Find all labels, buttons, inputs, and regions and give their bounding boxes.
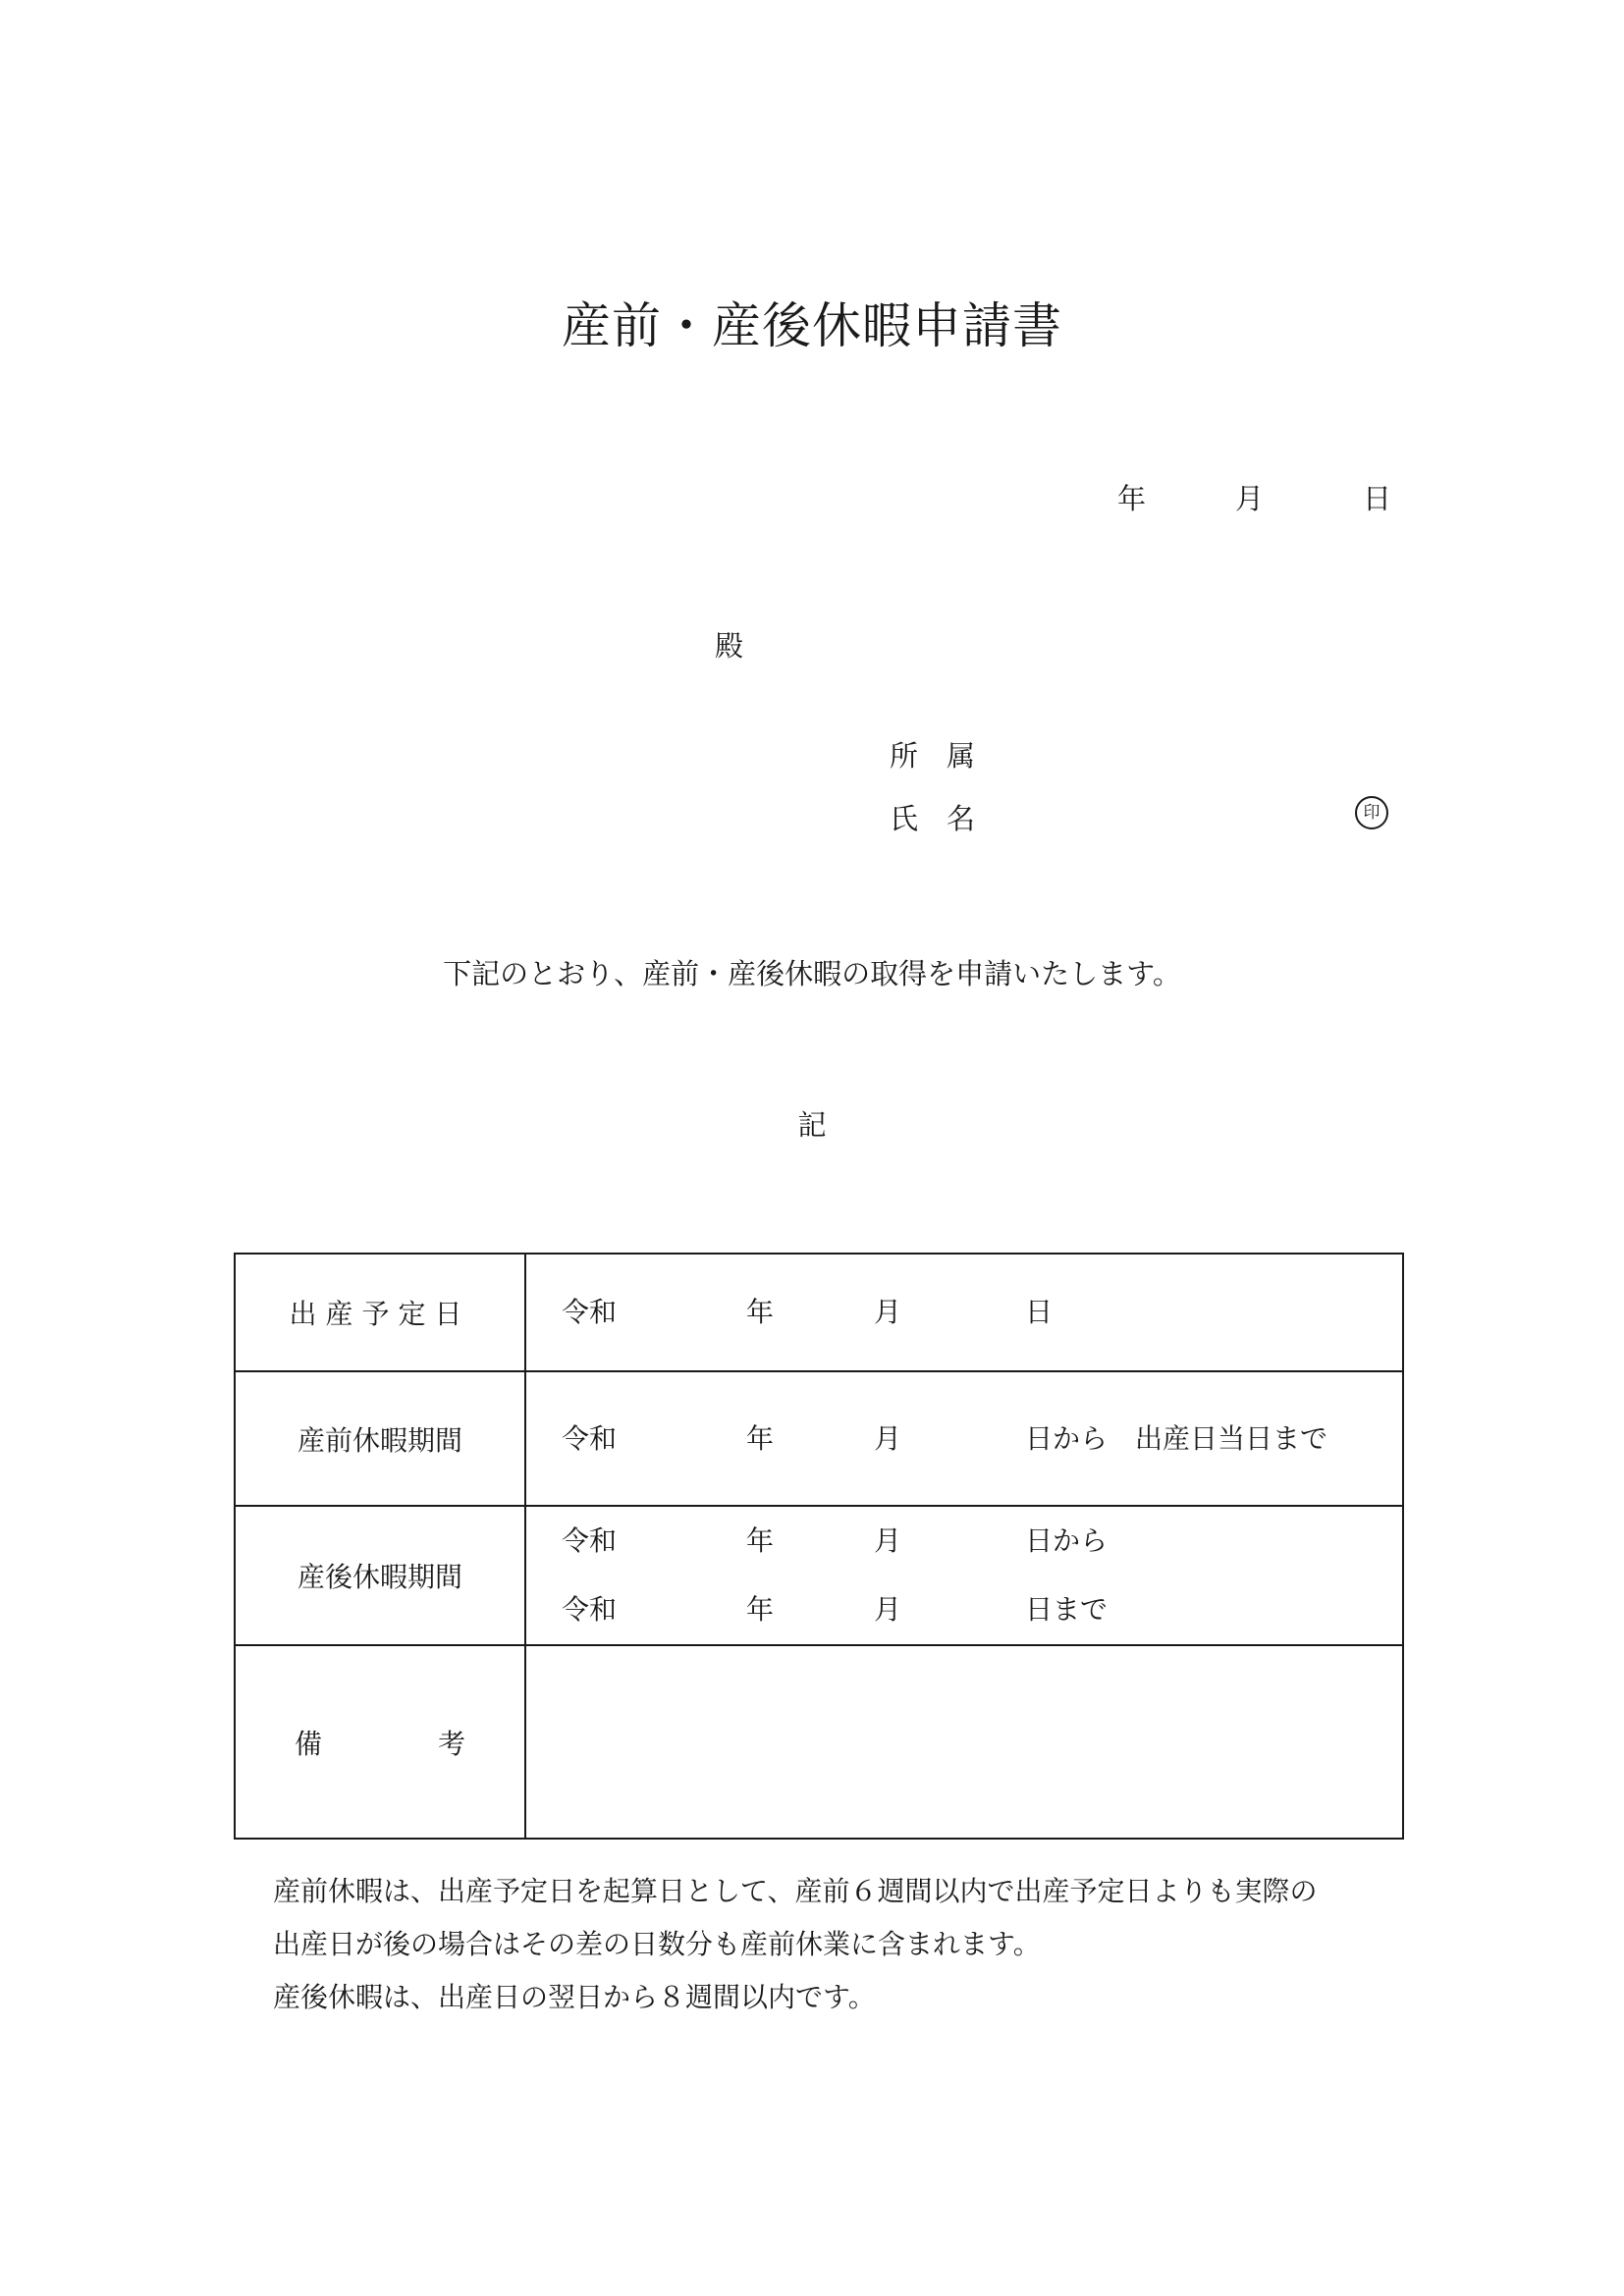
era-label: 令和 (562, 1593, 618, 1627)
year-label: 年 (746, 1296, 775, 1329)
year-label: 年 (746, 1593, 775, 1627)
name-label: 氏 名 (890, 802, 976, 835)
remarks-cell (525, 1645, 1403, 1839)
application-statement: 下記のとおり、産前・産後休暇の取得を申請いたします。 (443, 957, 1181, 990)
month-label: 月 (874, 1296, 902, 1329)
date-line (526, 1522, 1402, 1561)
month-label: 月 (874, 1593, 902, 1627)
note-line: 出産日が後の場合はその差の日数分も産前休業に含まれます。 (273, 1928, 1041, 1960)
affiliation-label: 所 属 (890, 739, 976, 773)
table-row (235, 1506, 1403, 1645)
day-label: 日 (1025, 1296, 1054, 1329)
day-range-label: 日から 出産日当日まで (1025, 1421, 1328, 1455)
table-row (235, 1371, 1403, 1505)
day-from-label: 日から (1025, 1524, 1109, 1558)
notes-block (273, 1865, 1317, 2024)
record-marker: 記 (797, 1108, 827, 1142)
row-label: 出産予定日 (289, 1298, 471, 1331)
day-until-label: 日まで (1025, 1593, 1109, 1627)
date-year-label: 年 (1117, 482, 1147, 515)
note-line: 産前休暇は、出産予定日を起算日として、産前６週間以内で出産予定日よりも実際の (273, 1875, 1318, 1907)
date-line (526, 1293, 1402, 1332)
date-line (526, 1419, 1402, 1459)
year-label: 年 (746, 1421, 775, 1455)
row-label-cell (235, 1506, 525, 1645)
row-label-cell (235, 1645, 525, 1839)
table-row (235, 1645, 1403, 1839)
date-day-label: 日 (1363, 482, 1392, 515)
row-label-cell (235, 1254, 525, 1371)
era-label: 令和 (562, 1296, 618, 1329)
date-line (526, 1590, 1402, 1629)
table-row (235, 1254, 1403, 1371)
prenatal-period-cell (525, 1371, 1403, 1505)
note-line: 産後休暇は、出産日の翌日から８週間以内です。 (273, 1981, 876, 2013)
row-label: 備考 (295, 1727, 465, 1760)
month-label: 月 (874, 1421, 902, 1455)
postnatal-period-cell (525, 1506, 1403, 1645)
document-title: 産前・産後休暇申請書 (562, 297, 1062, 354)
era-label: 令和 (562, 1524, 618, 1558)
row-label: 産前休暇期間 (297, 1423, 462, 1457)
row-label-cell (235, 1371, 525, 1505)
year-label: 年 (746, 1524, 775, 1558)
addressee-suffix: 殿 (715, 629, 744, 663)
era-label: 令和 (562, 1421, 618, 1455)
date-month-label: 月 (1235, 482, 1265, 515)
leave-details-table (234, 1253, 1404, 1840)
seal-mark: 印 (1355, 796, 1388, 829)
month-label: 月 (874, 1524, 902, 1558)
due-date-cell (525, 1254, 1403, 1371)
row-label: 産後休暇期間 (297, 1561, 462, 1594)
